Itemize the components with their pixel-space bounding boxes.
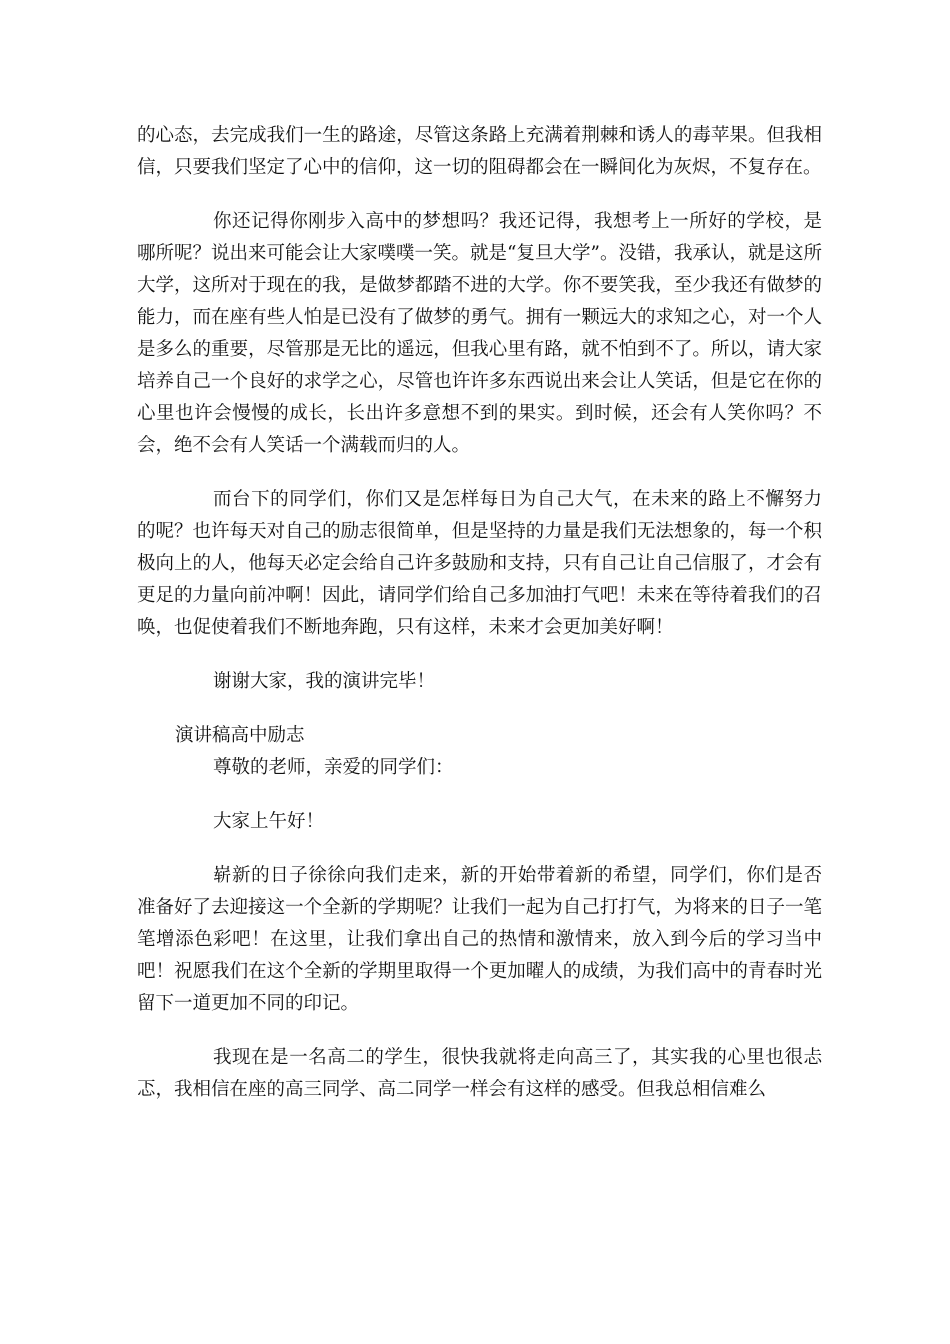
paragraph-classmates: 而台下的同学们，你们又是怎样每日为自己大气，在未来的路上不懈努力的呢？也许每天对自己的励志很简单，但是坚持的力量是我们无法想象的，每一个积极向上的人，他每天必定会给自己许多鼓励和支持，只有自己让自己信服了，才会有更足的力量向前冲啊！因此，请同学们给自己多加油打气吧！未来在等待着我们的召唤，也促使着我们不断地奔跑，只有这样，未来才会更加美好啊！ — [137, 489, 822, 638]
paragraph-continuation: 的心态，去完成我们一生的路途，尽管这条路上充满着荆棘和诱人的毒苹果。但我相信，只要我们坚定了心中的信仰，这一切的阻碍都会在一瞬间化为灰烬，不复存在。 — [137, 125, 822, 178]
greeting: 大家上午好！ — [213, 811, 325, 832]
paragraph-new-semester: 崭新的日子徐徐向我们走来，新的开始带着新的希望，同学们，你们是否准备好了去迎接这一个全新的学期呢？让我们一起为自己打打气，为将来的日子一笔笔增添色彩吧！在这里，让我们拿出自己的热情和激情来，放入到今后的学习当中吧！祝愿我们在这个全新的学期里取得一个更加曜人的成绩，为我们高中的青春时光留下一道更加不同的印记。 — [137, 865, 822, 1014]
section-title: 演讲稿高中励志 — [175, 725, 305, 746]
salutation: 尊敬的老师，亲爱的同学们： — [213, 757, 454, 778]
document-body — [137, 120, 822, 1106]
paragraph-dream: 你还记得你刚步入高中的梦想吗？我还记得，我想考上一所好的学校，是哪所呢？说出来可能会让大家噗噗一笑。就是“复旦大学”。没错，我承认，就是这所大学，这所对于现在的我，是做梦都踏不进的大学。你不要笑我，至少我还有做梦的能力，而在座有些人怕是已没有了做梦的勇气。拥有一颗远大的求知之心，对一个人是多么的重要，尽管那是无比的遥远，但我心里有路，就不怕到不了。所以，请大家培养自己一个良好的求学之心，尽管也许许多东西说出来会让人笑话，但是它在你的心里也许会慢慢的成长，长出许多意想不到的果实。到时候，还会有人笑你吗？不会，绝不会有人笑话一个满载而归的人。 — [137, 211, 822, 456]
paragraph-sophomore: 我现在是一名高二的学生，很快我就将走向高三了，其实我的心里也很忐忑，我相信在座的高三同学、高二同学一样会有这样的感受。但我总相信难么 — [137, 1047, 822, 1100]
closing-thanks: 谢谢大家，我的演讲完毕！ — [213, 671, 436, 692]
